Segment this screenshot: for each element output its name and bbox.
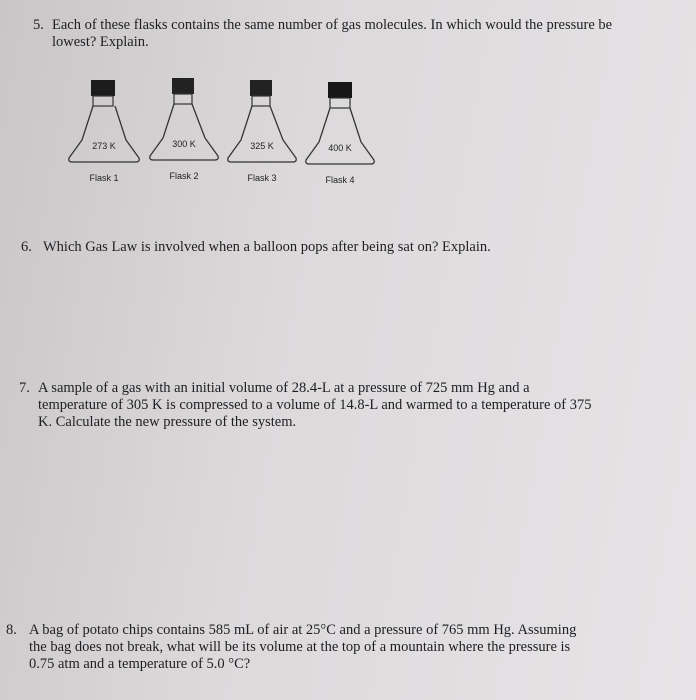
question-5 [33, 17, 673, 51]
flask-4 [300, 82, 380, 192]
question-text-line: the bag does not break, what will be its volume at the top of a mountain where the pressure is [29, 639, 571, 655]
flask-temperature: 400 K [328, 143, 352, 153]
question-number: 8. [6, 622, 17, 638]
question-8 [6, 622, 686, 674]
question-text-line: 0.75 atm and a temperature of 5.0 °C? [29, 656, 251, 672]
flask-label: Flask 4 [325, 175, 355, 185]
question-text-line: K. Calculate the new pressure of the system. [38, 414, 297, 430]
question-number: 6. [21, 239, 32, 255]
question-text-line: temperature of 305 K is compressed to a volume of 14.8-L and warmed to a temperature of 375 [38, 397, 592, 413]
flask-2 [144, 78, 224, 188]
question-text-line: A bag of potato chips contains 585 mL of air at 25°C and a pressure of 765 mm Hg. Assuming [29, 622, 577, 638]
question-7 [19, 380, 679, 431]
question-text-line: Which Gas Law is involved when a balloon pops after being sat on? Explain. [43, 239, 491, 255]
question-text-line: lowest? Explain. [52, 34, 149, 50]
question-number: 7. [19, 380, 30, 396]
flask-label: Flask 2 [169, 171, 199, 181]
flask-label: Flask 3 [247, 173, 277, 183]
flask-temperature: 325 K [250, 141, 274, 151]
question-text-line: Each of these flasks contains the same number of gas molecules. In which would the pressure be [52, 17, 613, 33]
flask-temperature: 273 K [92, 141, 116, 151]
flask-1 [64, 80, 144, 190]
question-6 [21, 239, 661, 256]
flask-label: Flask 1 [89, 173, 119, 183]
question-number: 5. [33, 17, 44, 33]
flask-3 [222, 80, 302, 190]
flask-temperature: 300 K [172, 139, 196, 149]
flask-diagram [0, 70, 696, 190]
question-text-line: A sample of a gas with an initial volume of 28.4-L at a pressure of 725 mm Hg and a [38, 380, 530, 396]
